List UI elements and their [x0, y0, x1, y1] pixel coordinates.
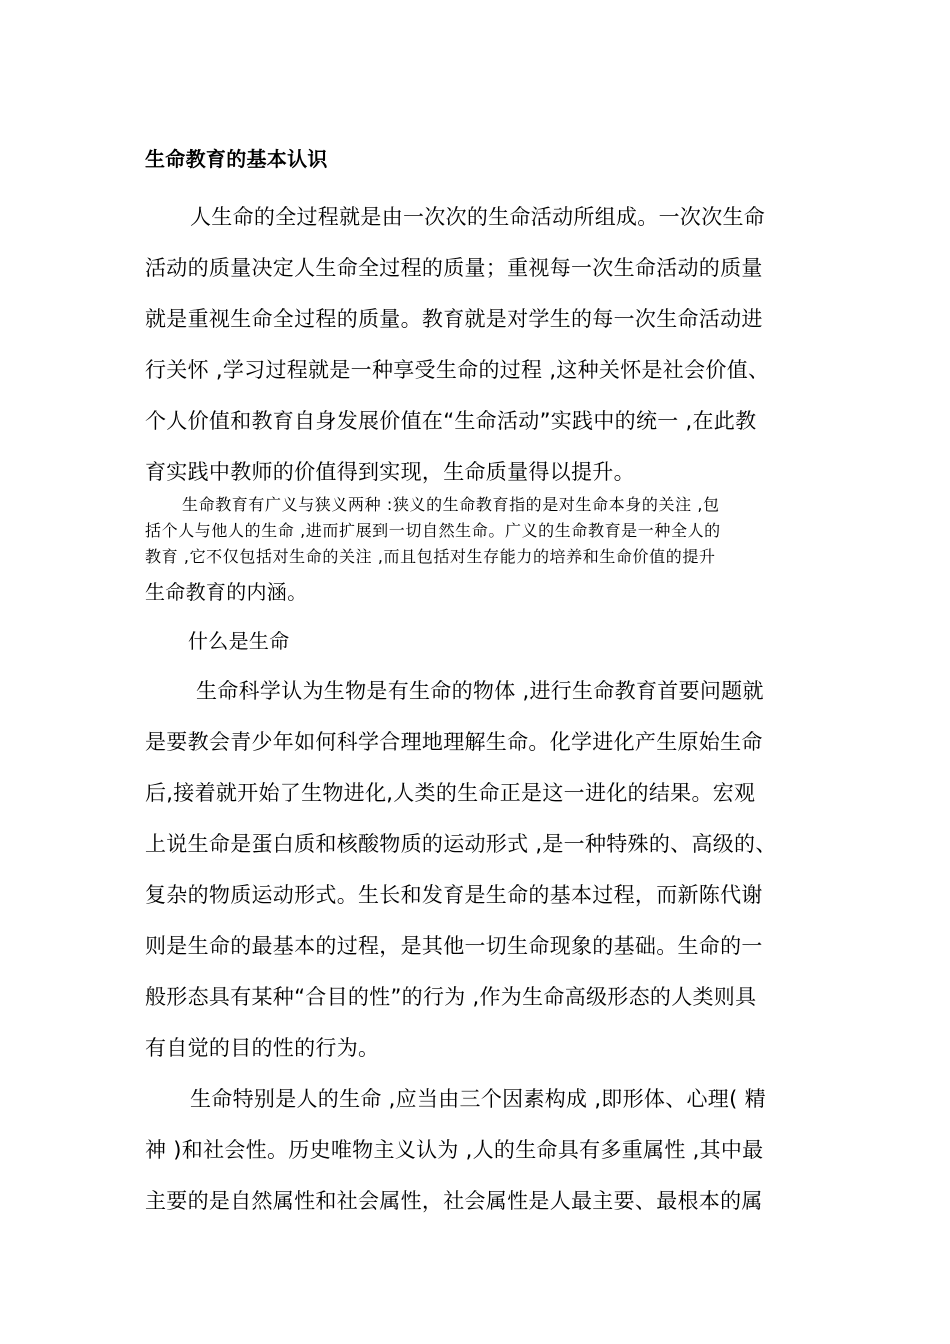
- paragraph-line: 括个人与他人的生命 ,进而扩展到一切自然生命。广义的生命教育是一种全人的: [145, 521, 721, 540]
- paragraph-line: 则是生命的最基本的过程，是其他一切生命现象的基础。生命的一: [145, 934, 763, 958]
- section-heading: 什么是生命: [188, 629, 290, 653]
- paragraph-line: 复杂的物质运动形式。生长和发育是生命的基本过程，而新陈代谢: [145, 883, 763, 907]
- paragraph-line: 个人价值和教育自身发展价值在“生命活动”实践中的统一 ,在此教: [145, 409, 757, 433]
- paragraph-line: 行关怀 ,学习过程就是一种享受生命的过程 ,这种关怀是社会价值、: [145, 358, 770, 382]
- paragraph-line: 生命教育的内涵。: [145, 580, 308, 604]
- paragraph-line: 生命特别是人的生命 ,应当由三个因素构成 ,即形体、心理( 精: [190, 1087, 766, 1111]
- paragraph-line: 上说生命是蛋白质和核酸物质的运动形式 ,是一种特殊的、高级的、: [145, 832, 777, 856]
- paragraph-line: 神 )和社会性。历史唯物主义认为 ,人的生命具有多重属性 ,其中最: [145, 1138, 764, 1162]
- paragraph-line: 人生命的全过程就是由一次次的生命活动所组成。一次次生命: [190, 205, 766, 229]
- paragraph-line: 有自觉的目的性的行为。: [145, 1036, 380, 1060]
- paragraph-line: 后,接着就开始了生物进化,人类的生命正是这一进化的结果。宏观: [145, 781, 756, 805]
- document-title: 生命教育的基本认识: [145, 147, 328, 171]
- paragraph-line: 生命教育有广义与狭义两种 :狭义的生命教育指的是对生命本身的关注 ,包: [182, 495, 720, 514]
- paragraph-line: 主要的是自然属性和社会属性，社会属性是人最主要、最根本的属: [145, 1189, 763, 1213]
- paragraph-line: 活动的质量决定人生命全过程的质量；重视每一次生命活动的质量: [145, 256, 763, 280]
- paragraph-line: 教育 ,它不仅包括对生命的关注 ,而且包括对生存能力的培养和生命价值的提升: [145, 547, 716, 566]
- paragraph-line: 就是重视生命全过程的质量。教育就是对学生的每一次生命活动进: [145, 307, 763, 331]
- paragraph-line: 般形态具有某种“合目的性”的行为 ,作为生命高级形态的人类则具: [145, 985, 757, 1009]
- paragraph-line: 育实践中教师的价值得到实现，生命质量得以提升。: [145, 460, 635, 484]
- paragraph-line: 是要教会青少年如何科学合理地理解生命。化学进化产生原始生命: [145, 730, 763, 754]
- paragraph-line: 生命科学认为生物是有生命的物体 ,进行生命教育首要问题就: [196, 679, 764, 703]
